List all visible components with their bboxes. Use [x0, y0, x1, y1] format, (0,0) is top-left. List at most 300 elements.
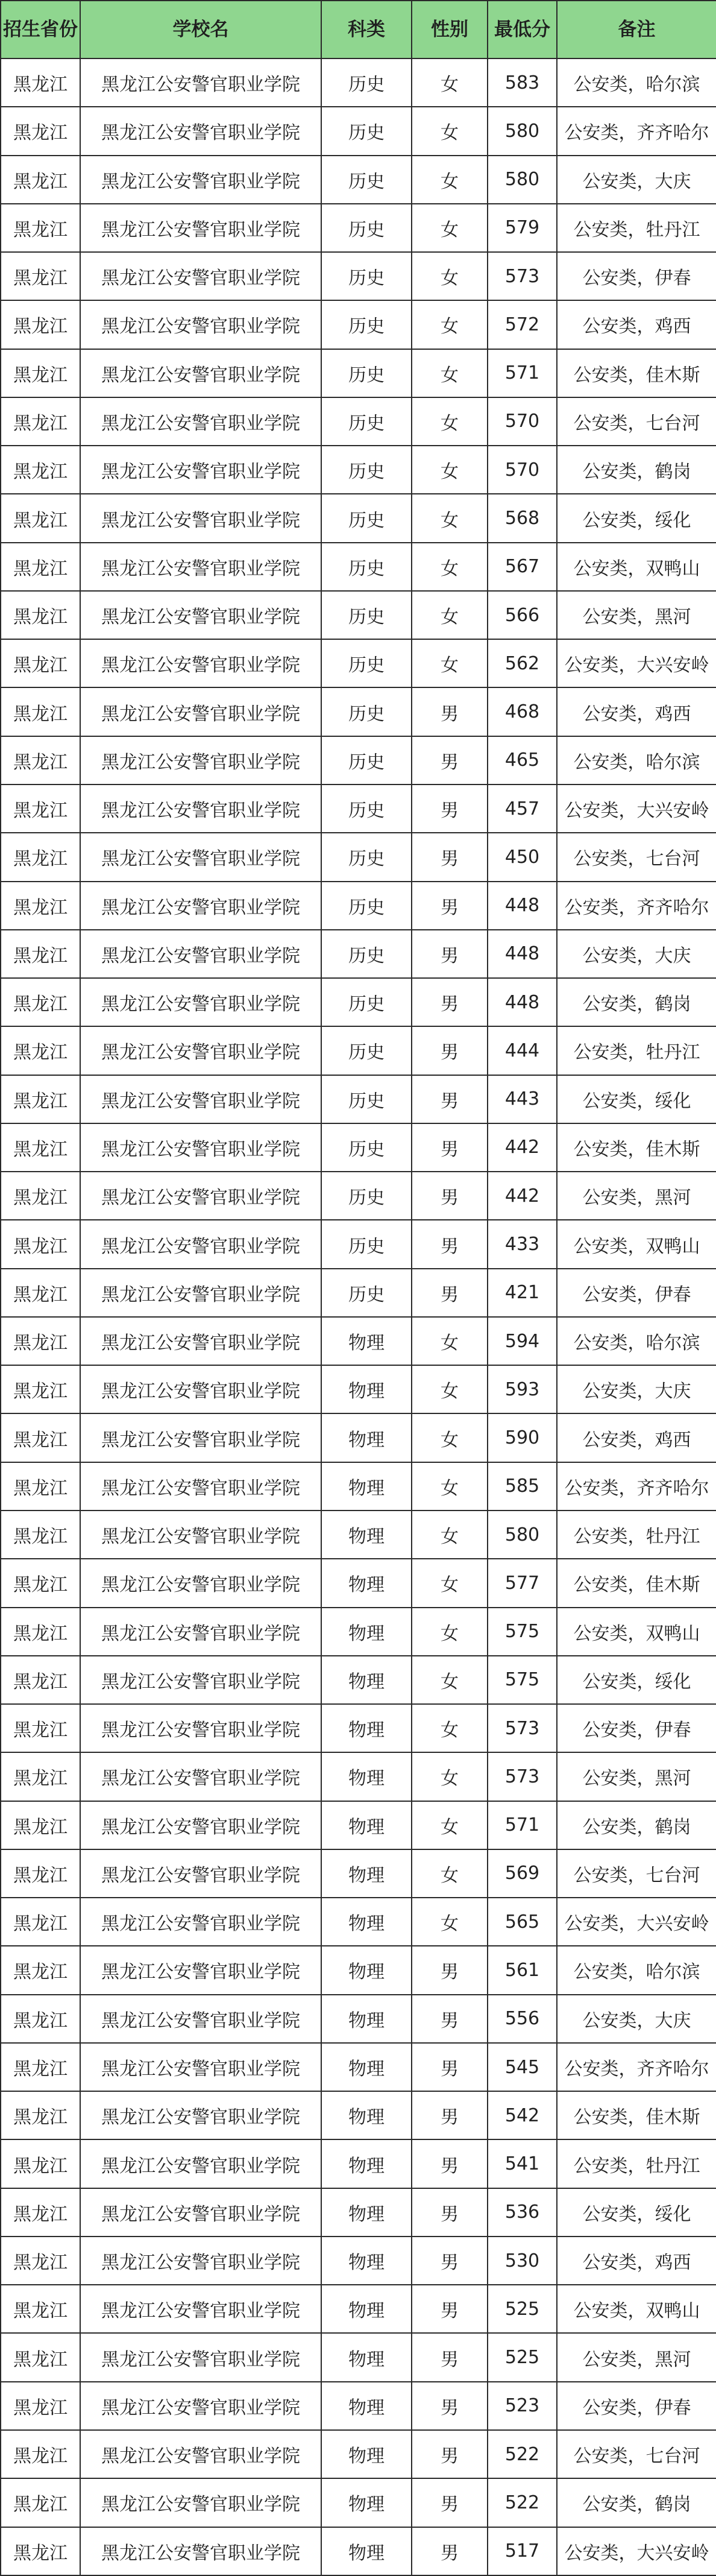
cell-subject: 历史 [321, 204, 412, 252]
cell-province: 黑龙江 [1, 930, 80, 978]
header-province: 招生省份 [1, 1, 80, 58]
cell-note: 公安类，大庆 [557, 156, 716, 204]
cell-subject: 物理 [321, 1608, 412, 1656]
cell-min-score: 573 [488, 1752, 557, 1801]
cell-school: 黑龙江公安警官职业学院 [80, 2527, 321, 2575]
cell-school: 黑龙江公安警官职业学院 [80, 1752, 321, 1801]
cell-min-score: 542 [488, 2091, 557, 2139]
cell-note: 公安类，齐齐哈尔 [557, 1462, 716, 1511]
table-row [1, 58, 716, 107]
table-row [1, 978, 716, 1026]
cell-min-score: 585 [488, 1462, 557, 1511]
cell-subject: 物理 [321, 1995, 412, 2043]
cell-province: 黑龙江 [1, 2382, 80, 2430]
cell-note: 公安类，佳木斯 [557, 2091, 716, 2139]
cell-province: 黑龙江 [1, 591, 80, 639]
cell-province: 黑龙江 [1, 1462, 80, 1511]
cell-school: 黑龙江公安警官职业学院 [80, 687, 321, 736]
cell-school: 黑龙江公安警官职业学院 [80, 1220, 321, 1268]
cell-school: 黑龙江公安警官职业学院 [80, 736, 321, 784]
cell-gender: 女 [412, 107, 488, 155]
cell-gender: 男 [412, 2333, 488, 2381]
table-row [1, 1511, 716, 1559]
table-row [1, 300, 716, 349]
cell-note: 公安类，黑河 [557, 2333, 716, 2381]
table-row [1, 1704, 716, 1752]
cell-school: 黑龙江公安警官职业学院 [80, 156, 321, 204]
cell-school: 黑龙江公安警官职业学院 [80, 397, 321, 446]
cell-school: 黑龙江公安警官职业学院 [80, 1365, 321, 1413]
table-row [1, 494, 716, 542]
cell-gender: 女 [412, 204, 488, 252]
cell-province: 黑龙江 [1, 687, 80, 736]
cell-note: 公安类，大兴安岭 [557, 1898, 716, 1946]
cell-subject: 物理 [321, 2285, 412, 2333]
cell-min-score: 571 [488, 1801, 557, 1849]
cell-gender: 女 [412, 1559, 488, 1607]
cell-gender: 男 [412, 1995, 488, 2043]
cell-province: 黑龙江 [1, 1511, 80, 1559]
cell-note: 公安类，伊春 [557, 1704, 716, 1752]
cell-gender: 男 [412, 2043, 488, 2091]
cell-gender: 男 [412, 736, 488, 784]
cell-min-score: 569 [488, 1849, 557, 1898]
cell-school: 黑龙江公安警官职业学院 [80, 1849, 321, 1898]
cell-school: 黑龙江公安警官职业学院 [80, 978, 321, 1026]
cell-province: 黑龙江 [1, 1365, 80, 1413]
cell-gender: 女 [412, 639, 488, 687]
cell-subject: 历史 [321, 300, 412, 349]
cell-min-score: 450 [488, 833, 557, 881]
cell-min-score: 536 [488, 2188, 557, 2237]
table-row [1, 1026, 716, 1075]
cell-note: 公安类，齐齐哈尔 [557, 107, 716, 155]
cell-province: 黑龙江 [1, 1656, 80, 1704]
cell-gender: 女 [412, 156, 488, 204]
cell-note: 公安类，七台河 [557, 1849, 716, 1898]
table-row [1, 1849, 716, 1898]
cell-subject: 物理 [321, 2043, 412, 2091]
cell-gender: 女 [412, 1365, 488, 1413]
cell-school: 黑龙江公安警官职业学院 [80, 1656, 321, 1704]
cell-gender: 女 [412, 1608, 488, 1656]
cell-gender: 男 [412, 1026, 488, 1075]
cell-note: 公安类，哈尔滨 [557, 1317, 716, 1365]
cell-gender: 男 [412, 1172, 488, 1220]
cell-subject: 物理 [321, 2527, 412, 2575]
cell-gender: 女 [412, 58, 488, 107]
cell-note: 公安类，鹤岗 [557, 446, 716, 494]
cell-province: 黑龙江 [1, 156, 80, 204]
cell-note: 公安类，大庆 [557, 930, 716, 978]
cell-note: 公安类，绥化 [557, 2188, 716, 2237]
table-row [1, 1898, 716, 1946]
table-row [1, 2188, 716, 2237]
cell-note: 公安类，鸡西 [557, 2237, 716, 2285]
cell-gender: 女 [412, 1511, 488, 1559]
cell-min-score: 573 [488, 252, 557, 300]
cell-school: 黑龙江公安警官职业学院 [80, 1026, 321, 1075]
cell-note: 公安类，双鸭山 [557, 1608, 716, 1656]
header-school: 学校名 [80, 1, 321, 58]
cell-gender: 男 [412, 1946, 488, 1994]
cell-note: 公安类，双鸭山 [557, 543, 716, 591]
cell-gender: 女 [412, 1656, 488, 1704]
cell-min-score: 517 [488, 2527, 557, 2575]
cell-subject: 物理 [321, 2188, 412, 2237]
table-row [1, 784, 716, 833]
cell-note: 公安类，双鸭山 [557, 2285, 716, 2333]
cell-school: 黑龙江公安警官职业学院 [80, 639, 321, 687]
cell-note: 公安类，大兴安岭 [557, 639, 716, 687]
cell-subject: 物理 [321, 1413, 412, 1462]
table-row [1, 2139, 716, 2188]
cell-province: 黑龙江 [1, 300, 80, 349]
table-row [1, 1752, 716, 1801]
cell-min-score: 443 [488, 1075, 557, 1123]
cell-gender: 男 [412, 930, 488, 978]
table-row [1, 2382, 716, 2430]
table-row [1, 349, 716, 397]
cell-subject: 历史 [321, 833, 412, 881]
cell-min-score: 580 [488, 107, 557, 155]
cell-school: 黑龙江公安警官职业学院 [80, 2139, 321, 2188]
cell-note: 公安类，鸡西 [557, 687, 716, 736]
cell-province: 黑龙江 [1, 784, 80, 833]
cell-province: 黑龙江 [1, 1559, 80, 1607]
cell-note: 公安类，哈尔滨 [557, 58, 716, 107]
cell-province: 黑龙江 [1, 543, 80, 591]
cell-note: 公安类，大兴安岭 [557, 784, 716, 833]
table-row [1, 639, 716, 687]
cell-province: 黑龙江 [1, 349, 80, 397]
cell-subject: 物理 [321, 1656, 412, 1704]
cell-subject: 物理 [321, 2333, 412, 2381]
cell-province: 黑龙江 [1, 1849, 80, 1898]
cell-subject: 历史 [321, 349, 412, 397]
table-row [1, 2430, 716, 2478]
cell-min-score: 442 [488, 1123, 557, 1172]
table-row [1, 2091, 716, 2139]
cell-min-score: 567 [488, 543, 557, 591]
table-row [1, 1656, 716, 1704]
table-row [1, 930, 716, 978]
cell-subject: 历史 [321, 1172, 412, 1220]
cell-province: 黑龙江 [1, 2285, 80, 2333]
cell-min-score: 444 [488, 1026, 557, 1075]
cell-gender: 男 [412, 2139, 488, 2188]
table-body [1, 58, 716, 2575]
cell-province: 黑龙江 [1, 1413, 80, 1462]
cell-school: 黑龙江公安警官职业学院 [80, 1413, 321, 1462]
cell-note: 公安类，鹤岗 [557, 978, 716, 1026]
cell-province: 黑龙江 [1, 639, 80, 687]
table-row [1, 882, 716, 930]
cell-min-score: 421 [488, 1269, 557, 1317]
cell-school: 黑龙江公安警官职业学院 [80, 300, 321, 349]
cell-gender: 男 [412, 2527, 488, 2575]
cell-note: 公安类，佳木斯 [557, 349, 716, 397]
cell-note: 公安类，鸡西 [557, 300, 716, 349]
table-row [1, 2478, 716, 2527]
cell-gender: 男 [412, 978, 488, 1026]
cell-province: 黑龙江 [1, 1123, 80, 1172]
cell-min-score: 575 [488, 1656, 557, 1704]
cell-province: 黑龙江 [1, 1704, 80, 1752]
cell-gender: 男 [412, 1220, 488, 1268]
cell-gender: 女 [412, 446, 488, 494]
cell-subject: 历史 [321, 1075, 412, 1123]
table-row [1, 1413, 716, 1462]
cell-min-score: 556 [488, 1995, 557, 2043]
cell-school: 黑龙江公安警官职业学院 [80, 1898, 321, 1946]
cell-min-score: 523 [488, 2382, 557, 2430]
table-row [1, 1946, 716, 1994]
cell-subject: 历史 [321, 1269, 412, 1317]
cell-province: 黑龙江 [1, 2188, 80, 2237]
cell-note: 公安类，七台河 [557, 833, 716, 881]
table-row [1, 1462, 716, 1511]
cell-province: 黑龙江 [1, 1317, 80, 1365]
table-row [1, 736, 716, 784]
cell-note: 公安类，大庆 [557, 1365, 716, 1413]
cell-min-score: 530 [488, 2237, 557, 2285]
cell-min-score: 525 [488, 2333, 557, 2381]
cell-school: 黑龙江公安警官职业学院 [80, 1559, 321, 1607]
table-row [1, 397, 716, 446]
cell-province: 黑龙江 [1, 2527, 80, 2575]
cell-min-score: 545 [488, 2043, 557, 2091]
cell-school: 黑龙江公安警官职业学院 [80, 2043, 321, 2091]
table-row [1, 446, 716, 494]
cell-subject: 物理 [321, 1365, 412, 1413]
cell-note: 公安类，鹤岗 [557, 1801, 716, 1849]
cell-province: 黑龙江 [1, 1608, 80, 1656]
cell-school: 黑龙江公安警官职业学院 [80, 1269, 321, 1317]
cell-gender: 女 [412, 1752, 488, 1801]
cell-school: 黑龙江公安警官职业学院 [80, 1608, 321, 1656]
cell-note: 公安类，大兴安岭 [557, 2527, 716, 2575]
cell-note: 公安类，齐齐哈尔 [557, 2043, 716, 2091]
cell-province: 黑龙江 [1, 1995, 80, 2043]
table-row [1, 687, 716, 736]
cell-school: 黑龙江公安警官职业学院 [80, 2430, 321, 2478]
cell-school: 黑龙江公安警官职业学院 [80, 833, 321, 881]
cell-school: 黑龙江公安警官职业学院 [80, 107, 321, 155]
cell-gender: 女 [412, 1704, 488, 1752]
cell-gender: 女 [412, 252, 488, 300]
cell-min-score: 570 [488, 446, 557, 494]
cell-province: 黑龙江 [1, 1172, 80, 1220]
cell-min-score: 448 [488, 978, 557, 1026]
cell-province: 黑龙江 [1, 107, 80, 155]
cell-school: 黑龙江公安警官职业学院 [80, 1946, 321, 1994]
cell-gender: 男 [412, 2382, 488, 2430]
cell-note: 公安类，绥化 [557, 494, 716, 542]
cell-school: 黑龙江公安警官职业学院 [80, 349, 321, 397]
cell-subject: 历史 [321, 639, 412, 687]
cell-school: 黑龙江公安警官职业学院 [80, 1317, 321, 1365]
cell-note: 公安类，七台河 [557, 2430, 716, 2478]
cell-subject: 物理 [321, 1559, 412, 1607]
cell-province: 黑龙江 [1, 2043, 80, 2091]
cell-subject: 物理 [321, 1898, 412, 1946]
cell-min-score: 590 [488, 1413, 557, 1462]
table-row [1, 2043, 716, 2091]
cell-gender: 男 [412, 2188, 488, 2237]
table-row [1, 1220, 716, 1268]
table-row [1, 1172, 716, 1220]
cell-school: 黑龙江公安警官职业学院 [80, 1704, 321, 1752]
cell-province: 黑龙江 [1, 2139, 80, 2188]
cell-min-score: 575 [488, 1608, 557, 1656]
table-row [1, 543, 716, 591]
cell-province: 黑龙江 [1, 494, 80, 542]
cell-province: 黑龙江 [1, 882, 80, 930]
cell-gender: 男 [412, 2091, 488, 2139]
cell-note: 公安类，大庆 [557, 1995, 716, 2043]
cell-min-score: 572 [488, 300, 557, 349]
cell-subject: 历史 [321, 446, 412, 494]
cell-min-score: 579 [488, 204, 557, 252]
cell-note: 公安类，伊春 [557, 1269, 716, 1317]
cell-province: 黑龙江 [1, 1026, 80, 1075]
cell-province: 黑龙江 [1, 833, 80, 881]
cell-subject: 物理 [321, 1849, 412, 1898]
table-header-row [1, 1, 716, 58]
cell-province: 黑龙江 [1, 397, 80, 446]
cell-subject: 物理 [321, 2091, 412, 2139]
cell-min-score: 580 [488, 1511, 557, 1559]
cell-school: 黑龙江公安警官职业学院 [80, 2333, 321, 2381]
cell-subject: 历史 [321, 1026, 412, 1075]
cell-subject: 历史 [321, 543, 412, 591]
cell-school: 黑龙江公安警官职业学院 [80, 2188, 321, 2237]
cell-subject: 历史 [321, 978, 412, 1026]
cell-min-score: 570 [488, 397, 557, 446]
table-row [1, 252, 716, 300]
cell-gender: 男 [412, 882, 488, 930]
cell-note: 公安类，绥化 [557, 1075, 716, 1123]
cell-note: 公安类，黑河 [557, 591, 716, 639]
cell-gender: 男 [412, 1075, 488, 1123]
cell-gender: 女 [412, 1801, 488, 1849]
table-row [1, 1123, 716, 1172]
cell-gender: 男 [412, 1123, 488, 1172]
cell-min-score: 448 [488, 882, 557, 930]
cell-school: 黑龙江公安警官职业学院 [80, 930, 321, 978]
cell-min-score: 561 [488, 1946, 557, 1994]
cell-gender: 男 [412, 784, 488, 833]
cell-subject: 历史 [321, 591, 412, 639]
cell-school: 黑龙江公安警官职业学院 [80, 2285, 321, 2333]
cell-min-score: 571 [488, 349, 557, 397]
table-row [1, 1608, 716, 1656]
cell-min-score: 465 [488, 736, 557, 784]
cell-province: 黑龙江 [1, 1075, 80, 1123]
cell-subject: 物理 [321, 1946, 412, 1994]
cell-min-score: 577 [488, 1559, 557, 1607]
cell-province: 黑龙江 [1, 1752, 80, 1801]
cell-min-score: 448 [488, 930, 557, 978]
cell-gender: 男 [412, 1269, 488, 1317]
cell-subject: 历史 [321, 58, 412, 107]
cell-subject: 历史 [321, 1220, 412, 1268]
cell-min-score: 457 [488, 784, 557, 833]
cell-province: 黑龙江 [1, 736, 80, 784]
table-row [1, 156, 716, 204]
cell-province: 黑龙江 [1, 1220, 80, 1268]
cell-school: 黑龙江公安警官职业学院 [80, 58, 321, 107]
table-row [1, 107, 716, 155]
cell-school: 黑龙江公安警官职业学院 [80, 1462, 321, 1511]
cell-gender: 女 [412, 1898, 488, 1946]
cell-note: 公安类，哈尔滨 [557, 736, 716, 784]
cell-subject: 物理 [321, 1317, 412, 1365]
cell-gender: 女 [412, 591, 488, 639]
cell-subject: 历史 [321, 252, 412, 300]
cell-school: 黑龙江公安警官职业学院 [80, 1801, 321, 1849]
cell-min-score: 522 [488, 2478, 557, 2527]
cell-min-score: 525 [488, 2285, 557, 2333]
table-row [1, 1801, 716, 1849]
cell-school: 黑龙江公安警官职业学院 [80, 1075, 321, 1123]
cell-school: 黑龙江公安警官职业学院 [80, 446, 321, 494]
cell-min-score: 562 [488, 639, 557, 687]
cell-gender: 男 [412, 687, 488, 736]
table-row [1, 2285, 716, 2333]
cell-subject: 物理 [321, 1801, 412, 1849]
cell-subject: 物理 [321, 2430, 412, 2478]
header-note: 备注 [557, 1, 716, 58]
cell-subject: 历史 [321, 687, 412, 736]
cell-subject: 历史 [321, 1123, 412, 1172]
cell-province: 黑龙江 [1, 204, 80, 252]
cell-school: 黑龙江公安警官职业学院 [80, 1172, 321, 1220]
cell-min-score: 522 [488, 2430, 557, 2478]
cell-gender: 男 [412, 2285, 488, 2333]
cell-subject: 历史 [321, 107, 412, 155]
cell-school: 黑龙江公安警官职业学院 [80, 1511, 321, 1559]
cell-province: 黑龙江 [1, 1898, 80, 1946]
cell-gender: 女 [412, 543, 488, 591]
table-row [1, 1075, 716, 1123]
cell-note: 公安类，牡丹江 [557, 1026, 716, 1075]
cell-min-score: 565 [488, 1898, 557, 1946]
cell-gender: 女 [412, 349, 488, 397]
cell-gender: 女 [412, 397, 488, 446]
cell-school: 黑龙江公安警官职业学院 [80, 543, 321, 591]
cell-gender: 女 [412, 1317, 488, 1365]
cell-min-score: 566 [488, 591, 557, 639]
cell-note: 公安类，鸡西 [557, 1413, 716, 1462]
cell-gender: 女 [412, 300, 488, 349]
cell-school: 黑龙江公安警官职业学院 [80, 1995, 321, 2043]
cell-province: 黑龙江 [1, 1269, 80, 1317]
cell-min-score: 594 [488, 1317, 557, 1365]
cell-subject: 历史 [321, 736, 412, 784]
cell-gender: 男 [412, 2237, 488, 2285]
cell-school: 黑龙江公安警官职业学院 [80, 2382, 321, 2430]
cell-subject: 物理 [321, 1462, 412, 1511]
cell-note: 公安类，七台河 [557, 397, 716, 446]
cell-province: 黑龙江 [1, 252, 80, 300]
cell-province: 黑龙江 [1, 2091, 80, 2139]
cell-note: 公安类，牡丹江 [557, 2139, 716, 2188]
cell-province: 黑龙江 [1, 1801, 80, 1849]
cell-min-score: 580 [488, 156, 557, 204]
cell-min-score: 442 [488, 1172, 557, 1220]
